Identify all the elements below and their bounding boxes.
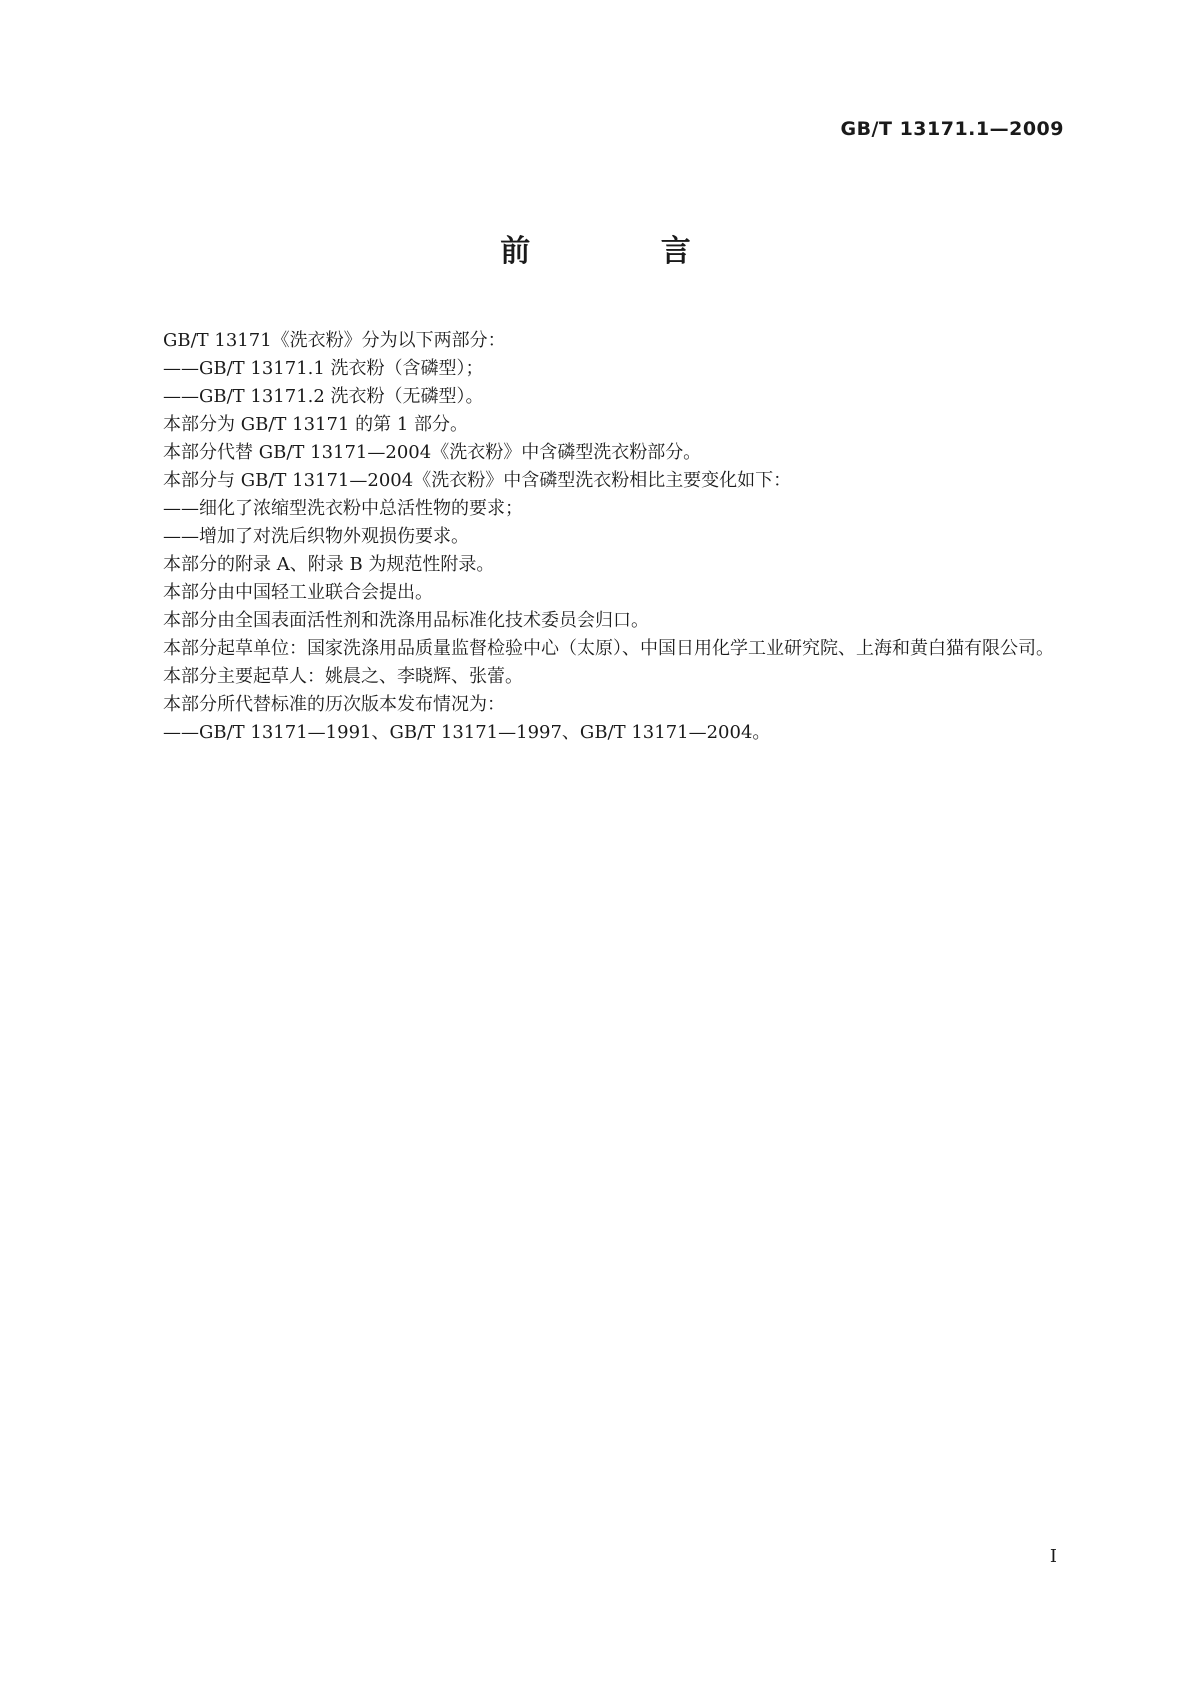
paragraph: 本部分的附录 A、附录 B 为规范性附录。 <box>163 554 495 575</box>
list-item: ——GB/T 13171.2 洗衣粉（无磷型）。 <box>163 386 484 407</box>
paragraph: 本部分由中国轻工业联合会提出。 <box>163 582 433 603</box>
page-number: I <box>1049 1546 1057 1567</box>
page-title: 前 言 <box>500 234 751 269</box>
list-item: ——GB/T 13171—1991、GB/T 13171—1997、GB/T 13171—2004。 <box>163 722 771 743</box>
paragraph: 本部分与 GB/T 13171—2004《洗衣粉》中含磷型洗衣粉相比主要变化如下： <box>163 470 792 491</box>
paragraph: 本部分为 GB/T 13171 的第 1 部分。 <box>163 414 468 435</box>
list-item: ——GB/T 13171.1 洗衣粉（含磷型）； <box>163 358 484 379</box>
paragraph: 本部分所代替标准的历次版本发布情况为： <box>163 694 505 715</box>
list-item: ——细化了浓缩型洗衣粉中总活性物的要求； <box>163 498 523 519</box>
paragraph: 本部分主要起草人：姚晨之、李晓辉、张蕾。 <box>163 666 523 687</box>
list-item: ——增加了对洗后织物外观损伤要求。 <box>163 526 469 547</box>
paragraph: 本部分由全国表面活性剂和洗涤用品标准化技术委员会归口。 <box>163 610 649 631</box>
document-code-header: GB/T 13171.1—2009 <box>840 118 1064 140</box>
paragraph: 本部分起草单位：国家洗涤用品质量监督检验中心（太原）、中国日用化学工业研究院、上海和黄白猫有限公司。 <box>163 638 1054 659</box>
paragraph: GB/T 13171《洗衣粉》分为以下两部分： <box>163 330 506 351</box>
paragraph: 本部分代替 GB/T 13171—2004《洗衣粉》中含磷型洗衣粉部分。 <box>163 442 702 463</box>
foreword-body <box>127 327 1064 747</box>
